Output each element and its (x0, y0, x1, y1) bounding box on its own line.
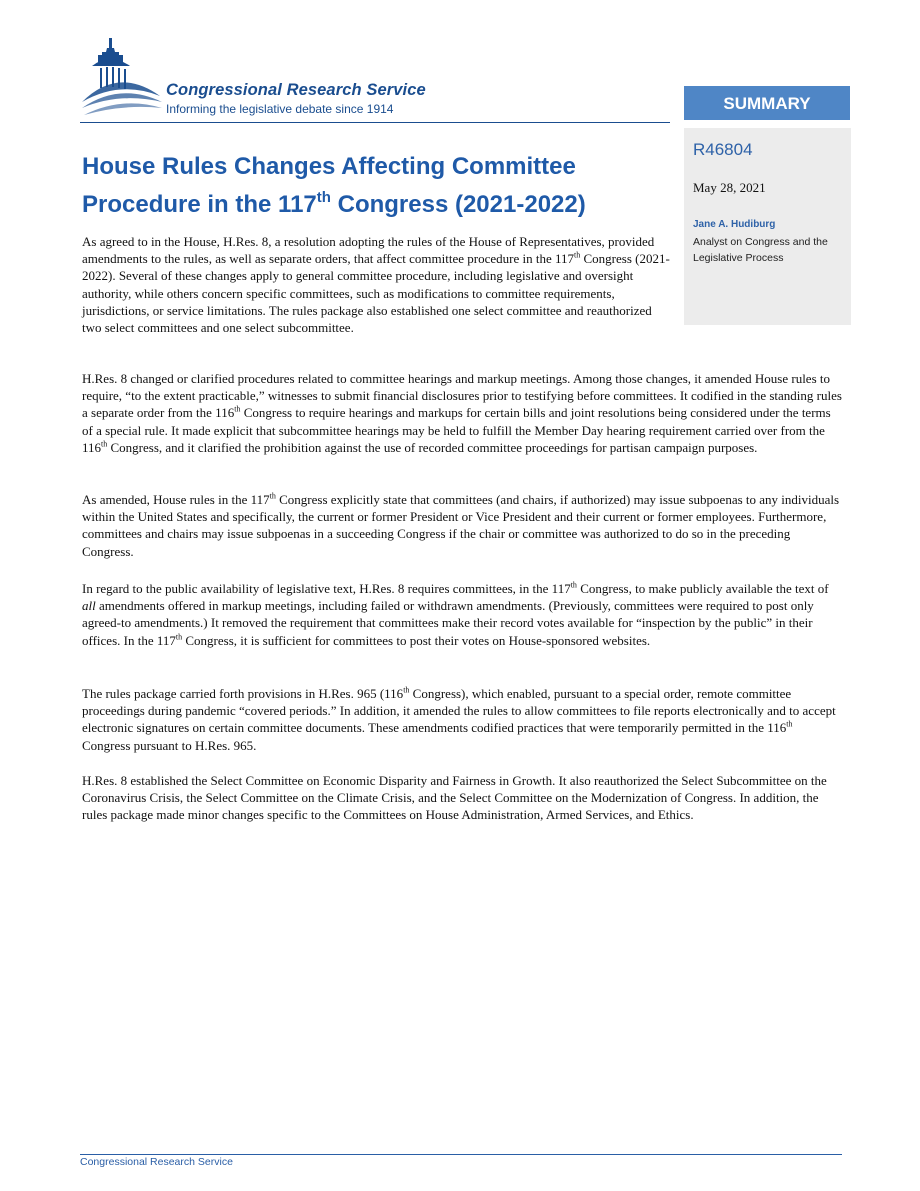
organization-name: Congressional Research Service (166, 81, 426, 99)
report-date: May 28, 2021 (693, 180, 766, 195)
page-title: House Rules Changes Affecting Committee Procedure in the 117th Congress (2021-2022) (82, 153, 586, 218)
footer-rule (80, 1154, 842, 1155)
paragraph-hearings: H.Res. 8 changed or clarified procedures related to committee hearings and markup meetings. Among those changes, it amended House rules to require, “to the extent practicable,” witnesses to submit financial disclosures prior to testifying before committees. It codified in the standing rules a separate order from the 116th Congress to require hearings and markups for certain bills and joint resolutions being considered under the terms of a special rule. It made explicit that subcommittee hearings may be held to fulfill the Member Day hearing requirement carried over from the 116th Congress, and it clarified the prohibition against the use of recorded committee proceedings for partisan campaign purposes. (82, 371, 842, 455)
organization-tagline: Informing the legislative debate since 1914 (166, 102, 394, 116)
crs-logo (80, 36, 480, 122)
paragraph-intro: As agreed to in the House, H.Res. 8, a resolution adopting the rules of the House of Representatives, provided amendments to the rules, as well as separate orders, that affect committee procedure in the 117th Congress (2021-2022). Several of these changes apply to general committee procedure, including legislative and oversight authority, while others concern specific committees, such as modifications to committee requirements, jurisdictions, or service limitations. The rules package also established one select committee and reauthorized two select committees and one select subcommittee. (82, 234, 670, 336)
capitol-dome-icon (80, 36, 164, 122)
author-title: Analyst on Congress and the Legislative Process (693, 236, 828, 264)
report-number: R46804 (693, 140, 753, 159)
header-rule (80, 122, 670, 123)
paragraph-legislative-text: In regard to the public availability of legislative text, H.Res. 8 requires committees, in the 117th Congress, to make publicly available the text of all amendments offered in markup meetings, including failed or withdrawn amendments. (Previously, committees were required to post only agreed-to amendments.) It removed the requirement that committees make their record votes available for “inspection by the public” in their offices. In the 117th Congress, it is sufficient for committees to post their votes on House-sponsored websites. (82, 580, 829, 648)
summary-sidebar (684, 128, 851, 325)
paragraph-subpoenas: As amended, House rules in the 117th Congress explicitly state that committees (and chairs, if authorized) may issue subpoenas to any individuals within the United States and specifically, the current or former President or Vice President and their current or former employees. Furthermore, committees and chairs may issue subpoenas in a succeeding Congress if the chair or committee was authorized to do so in the preceding Congress. (82, 491, 840, 559)
summary-heading: SUMMARY (684, 86, 850, 120)
author-name: Jane A. Hudiburg (693, 219, 776, 230)
paragraph-remote-proceedings: The rules package carried forth provisions in H.Res. 965 (116th Congress), which enabled, pursuant to a special order, remote committee proceedings during pandemic “covered periods.” In addition, it amended the rules to allow committees to file reports electronically and to accept electronic signatures on certain committee documents. These amendments codified practices that were temporarily permitted in the 116th Congress pursuant to H.Res. 965. (82, 685, 836, 753)
footer-text: Congressional Research Service (80, 1156, 233, 1168)
paragraph-select-committees: H.Res. 8 established the Select Committee on Economic Disparity and Fairness in Growth. It also reauthorized the Select Subcommittee on the Coronavirus Crisis, the Select Committee on the Climate Crisis, and the Select Committee on the Modernization of Congress. In addition, the rules package made minor changes specific to the Committees on House Administration, Armed Services, and Ethics. (82, 773, 827, 823)
